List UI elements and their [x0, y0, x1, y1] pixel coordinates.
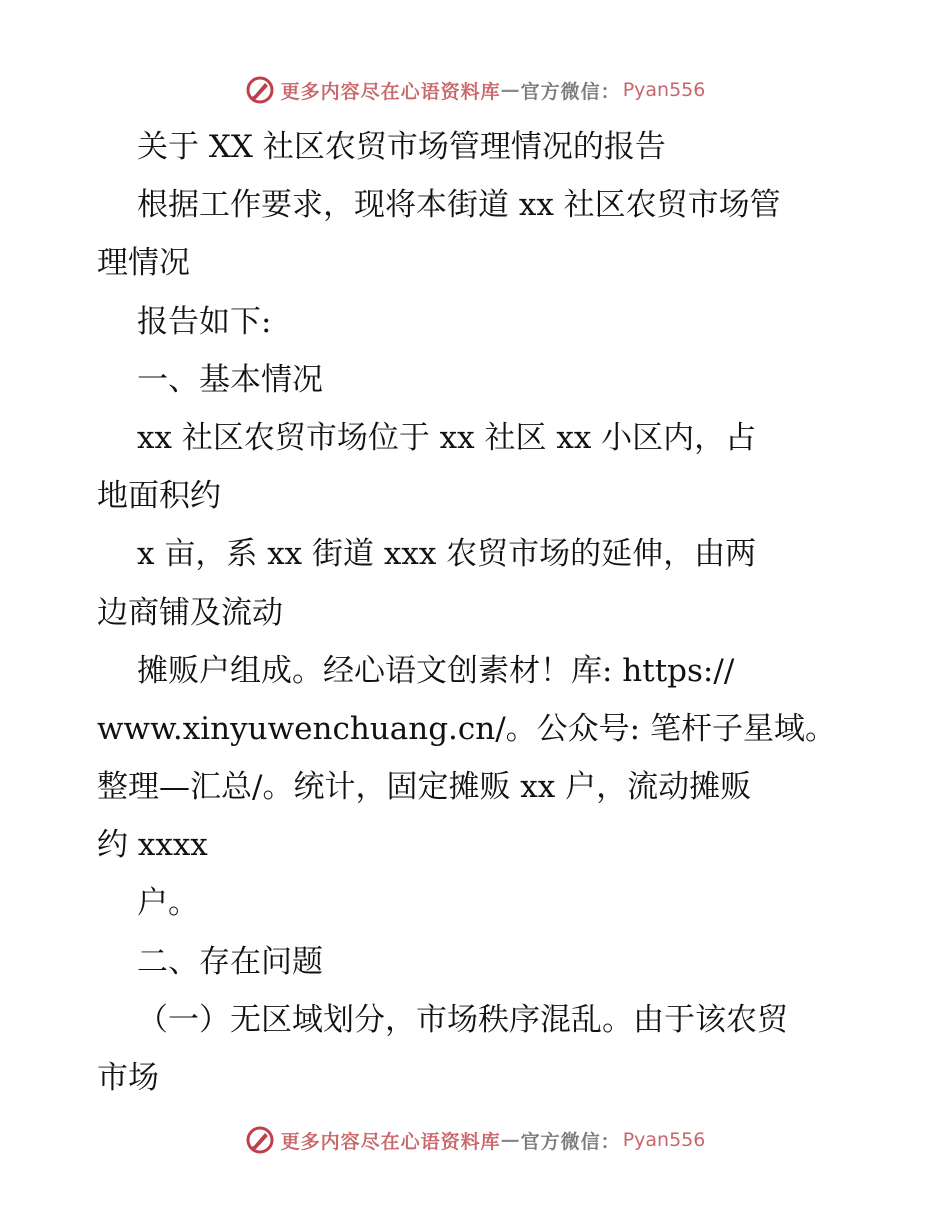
- text-line: 理情况: [97, 245, 190, 282]
- banner-separator: —: [500, 79, 521, 101]
- banner-separator: —: [500, 1129, 521, 1151]
- text-line: 市场: [97, 1060, 159, 1096]
- text-line: 报告如下:: [137, 303, 272, 340]
- banner-wechat-id: Pyan556: [622, 1129, 706, 1151]
- banner-title: 更多内容尽在心语资料库: [280, 80, 501, 103]
- banner-title: 更多内容尽在心语资料库: [280, 1130, 501, 1153]
- banner-wechat-label: 官方微信：: [520, 80, 621, 103]
- footer-banner: [0, 1120, 950, 1160]
- text-line: 根据工作要求，现将本街道 xx 社区农贸市场管: [137, 187, 781, 224]
- text-line: xx 社区农贸市场位于 xx 社区 xx 小区内，占: [137, 419, 757, 456]
- header-banner: [0, 70, 950, 110]
- document-title: 关于 XX 社区农贸市场管理情况的报告: [137, 129, 666, 165]
- text-line: （一）无区域划分，市场秩序混乱。由于该农贸: [137, 1001, 788, 1038]
- banner-wechat-id: Pyan556: [622, 79, 706, 101]
- section-heading: 二、存在问题: [137, 943, 323, 980]
- document-body: [97, 118, 857, 1107]
- text-line: 约 xxxx: [97, 827, 208, 864]
- text-line: x 亩，系 xx 街道 xxx 农贸市场的延伸，由两: [137, 536, 757, 573]
- text-line: 整理—汇总/。统计，固定摊贩 xx 户，流动摊贩: [97, 769, 752, 806]
- pen-circle-logo-icon: [245, 1125, 275, 1155]
- banner-wechat-label: 官方微信：: [520, 1130, 621, 1153]
- text-line: 户。: [137, 885, 199, 922]
- text-line: 边商铺及流动: [97, 594, 283, 631]
- section-heading: 一、基本情况: [137, 361, 323, 398]
- pen-circle-logo-icon: [245, 75, 275, 105]
- text-line: 摊贩户组成。经心语文创素材！库: https://: [137, 652, 735, 689]
- text-line: www.xinyuwenchuang.cn/。公众号: 笔杆子星域。: [97, 710, 836, 747]
- text-line: 地面积约: [97, 478, 221, 515]
